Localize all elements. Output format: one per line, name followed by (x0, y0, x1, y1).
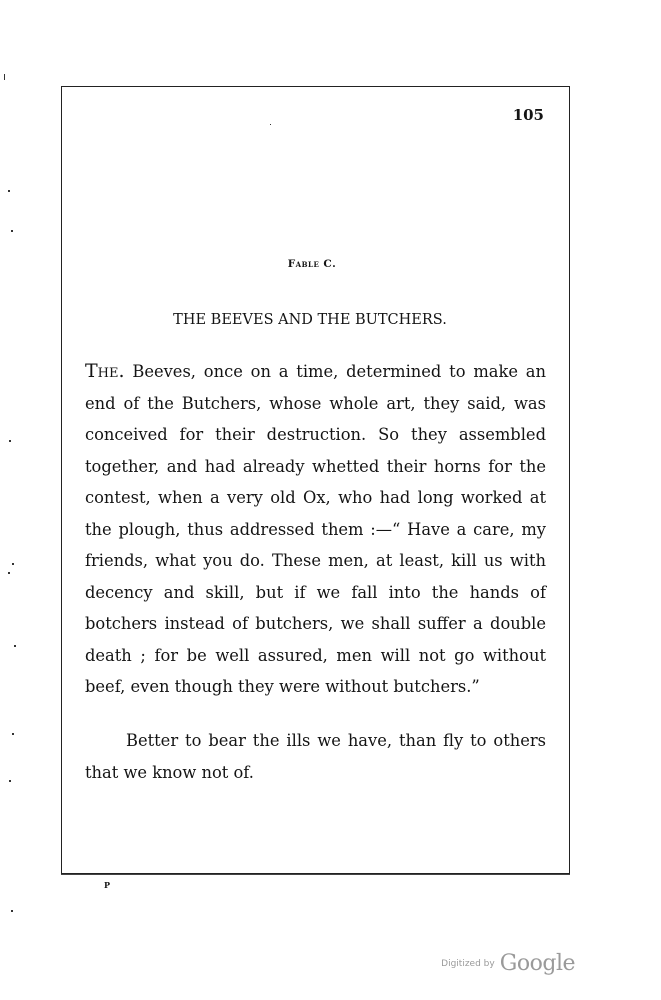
margin-speck (11, 910, 13, 912)
margin-speck (8, 572, 10, 574)
margin-speck (270, 124, 271, 125)
body-text: Beeves, once on a time, determined to make an end of the Butchers, whose whole art, they said, was conceived for their destruction. So they assembled together, and had already whetted their horns for the contest, when a very old Ox, who had long worked at the plough, thus addressed them :—“ Have a care, my friends, what you do. These men, at least, kill us with decency and skill, but if we fall into the hands of botchers instead of butchers, we shall suffer a double death ; for be well assured, men will not go without beef, even though they were without butchers.” (85, 362, 546, 696)
moral-paragraph: Better to bear the ills we have, than fly to others that we know not of. (85, 731, 546, 782)
margin-speck (8, 190, 10, 192)
margin-speck (4, 74, 5, 80)
digitized-watermark (441, 951, 575, 976)
bottom-rule (61, 874, 570, 875)
margin-speck (11, 230, 13, 232)
margin-speck (12, 733, 14, 735)
margin-speck (9, 780, 11, 782)
fable-title: THE BEEVES AND THE BUTCHERS. (173, 312, 447, 328)
page-number: 105 (512, 106, 544, 124)
margin-speck (9, 440, 11, 442)
watermark-prefix: Digitized by (441, 959, 495, 969)
google-logo: Google (499, 951, 575, 976)
margin-speck (12, 563, 14, 565)
signature-mark: P (104, 880, 111, 890)
margin-speck (14, 645, 16, 647)
fable-number: Fable C. (287, 258, 337, 270)
lead-word: The. (85, 360, 125, 382)
body-paragraph (85, 356, 546, 703)
